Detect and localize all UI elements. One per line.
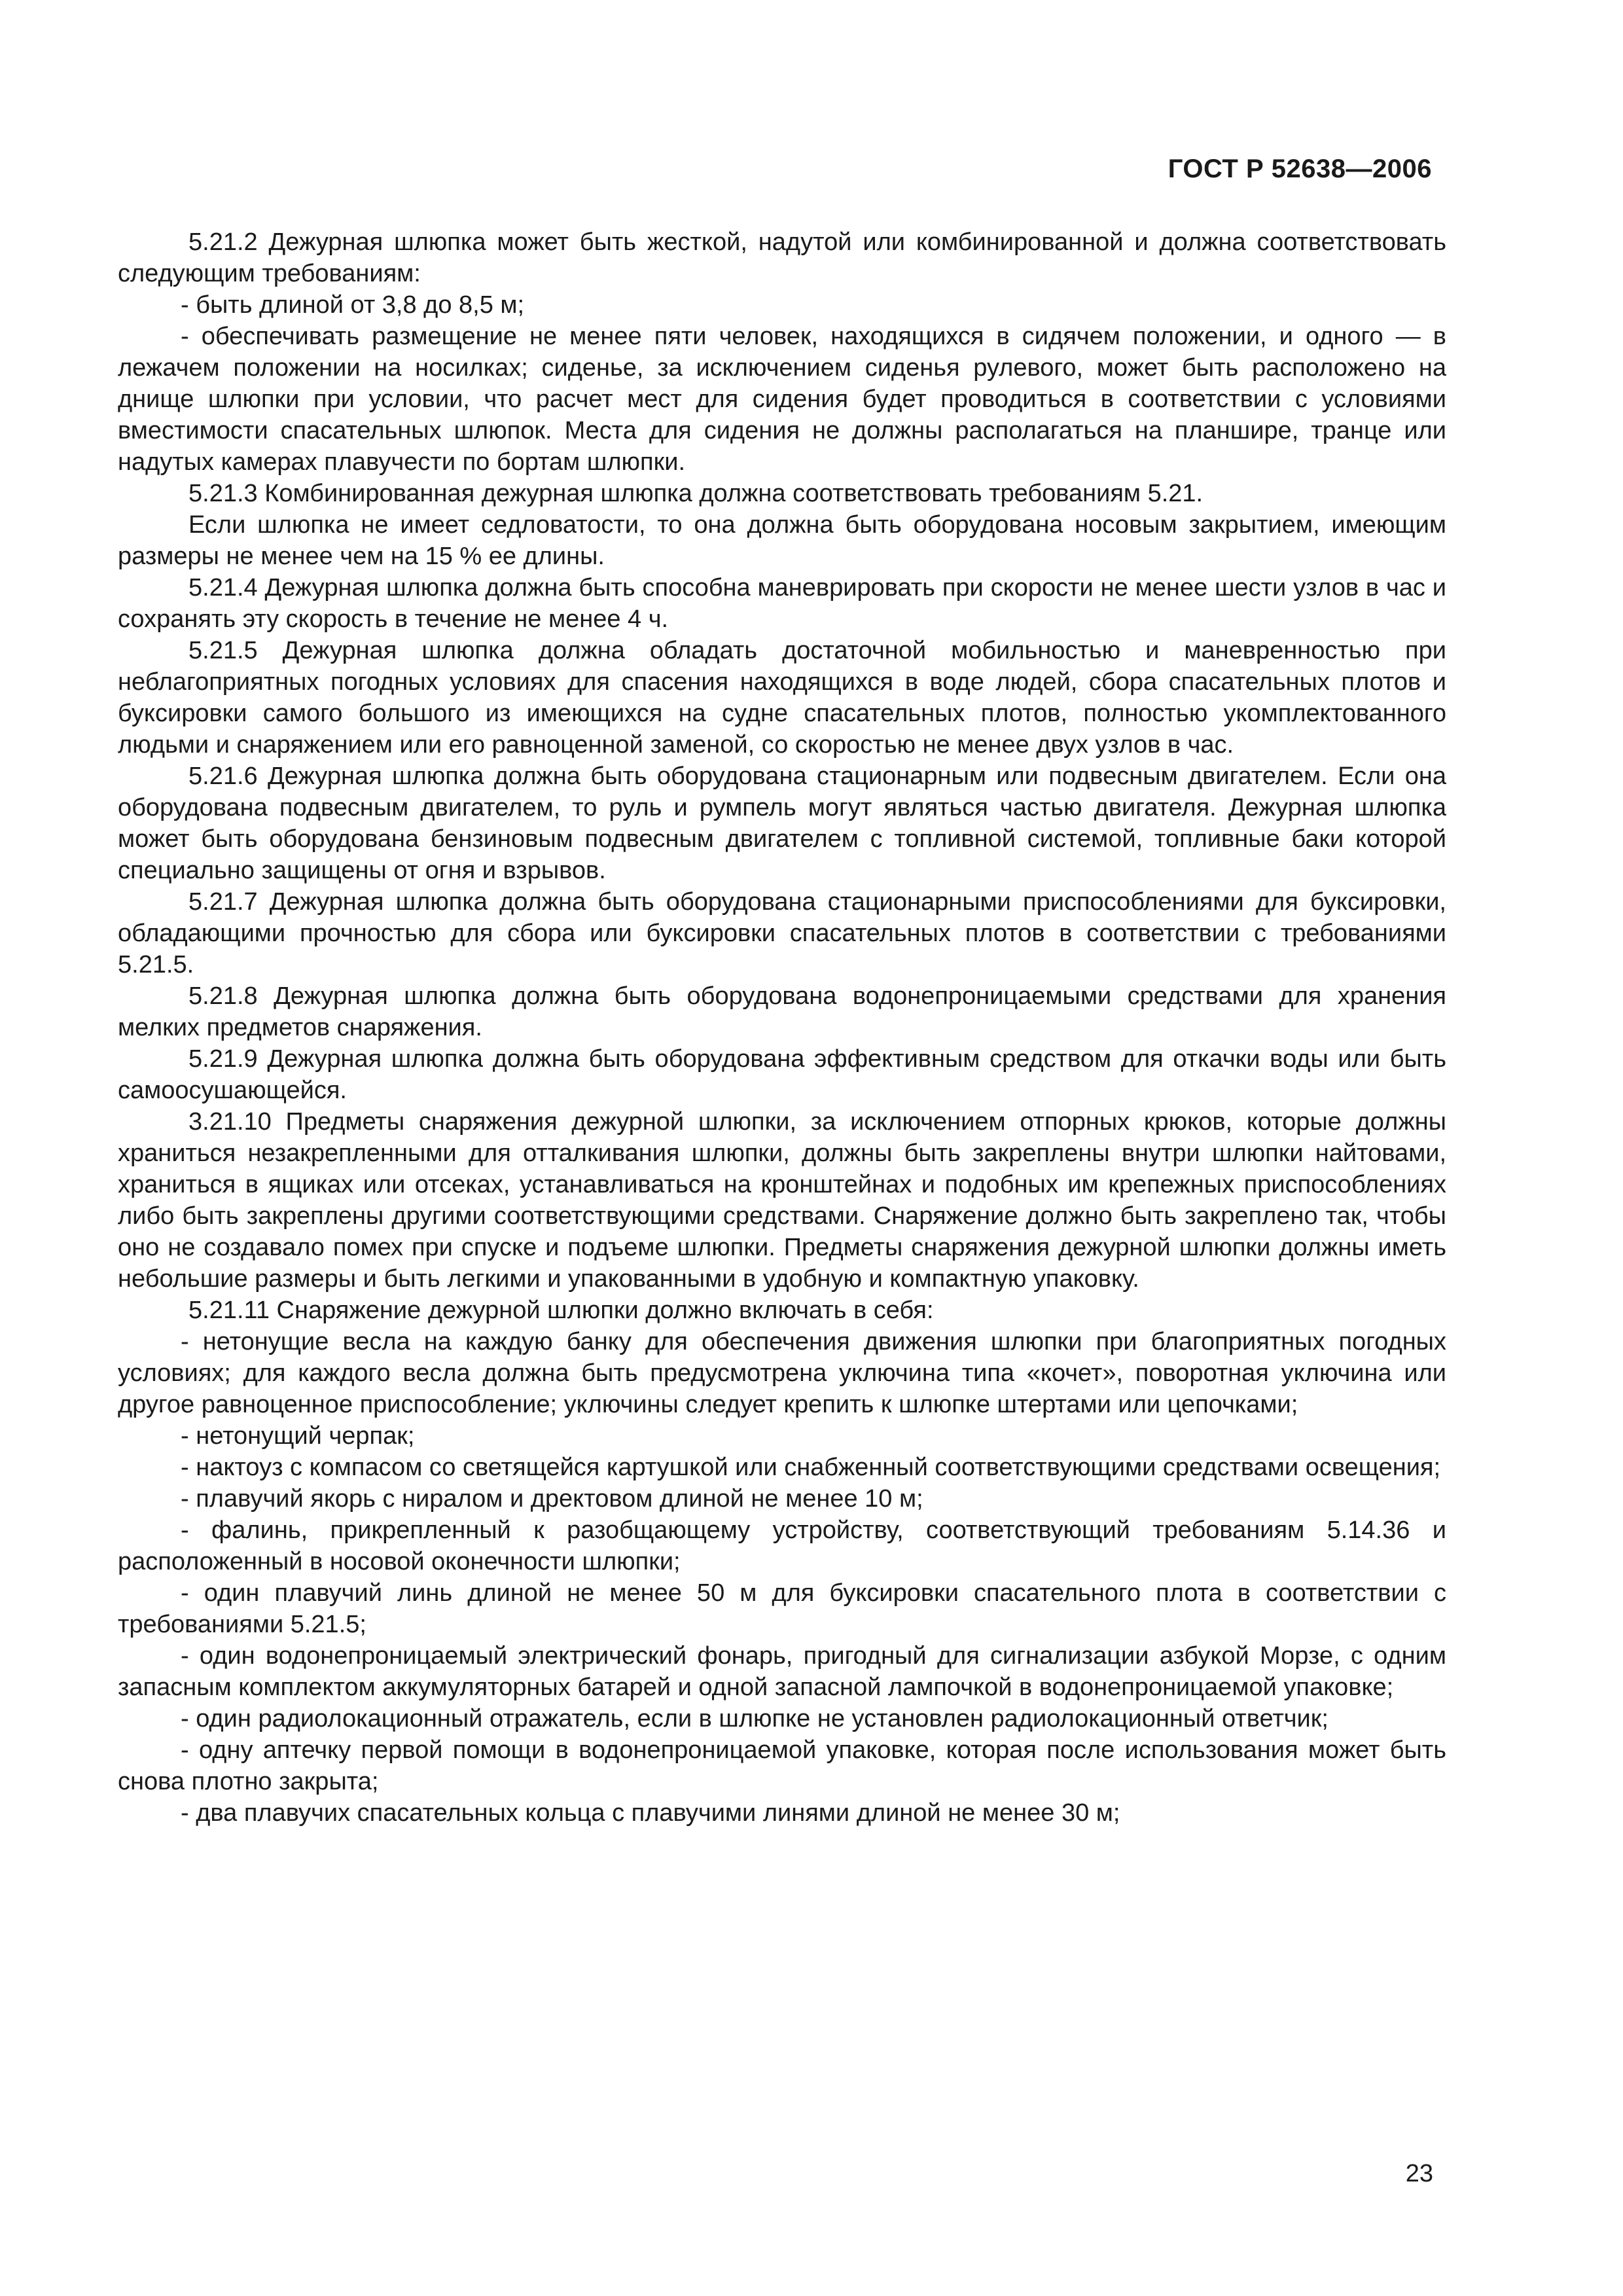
list-item-first-aid-kit: - одну аптечку первой помощи в водонепроницаемой упаковке, которая после использования может быть снова плотно закрыта; bbox=[118, 1736, 1446, 1795]
paragraph-5-21-4: 5.21.4 Дежурная шлюпка должна быть способна маневрировать при скорости не менее шести узлов в час и сохранять эту скорость в течение не менее 4 ч. bbox=[118, 574, 1446, 633]
standard-designation: ГОСТ Р 52638—2006 bbox=[1168, 154, 1432, 183]
paragraph-5-21-3: 5.21.3 Комбинированная дежурная шлюпка должна соответствовать требованиям 5.21. bbox=[188, 480, 1204, 507]
paragraph-5-21-6: 5.21.6 Дежурная шлюпка должна быть оборудована стационарным или подвесным двигателем. Если она оборудована подвесным двигателем, то руль и румпель могут являться частью двигателя. Дежурная шлюпка может быть оборудована бензиновым подвесным двигателем с топливной системой, топливные баки которой специально защищены от огня и взрывов. bbox=[118, 762, 1446, 884]
paragraph-5-21-2: 5.21.2 Дежурная шлюпка может быть жесткой, надутой или комбинированной и должна соответствовать следующим требованиям: bbox=[118, 228, 1446, 287]
page-number: 23 bbox=[1405, 2160, 1433, 2187]
list-item-compass: - нактоуз с компасом со светящейся картушкой или снабженный соответствующими средствами освещения; bbox=[181, 1454, 1441, 1481]
paragraph-5-21-5: 5.21.5 Дежурная шлюпка должна обладать достаточной мобильностью и маневренностью при неблагоприятных погодных условиях для спасения находящихся в воде людей, сбора спасательных плотов и буксировки самого большого из имеющихся на судне спасательных плотов, полностью укомплектованного людьми и снаряжением или его равноценной заменой, со скоростью не менее двух узлов в час. bbox=[118, 637, 1446, 759]
paragraph-5-21-7: 5.21.7 Дежурная шлюпка должна быть оборудована стационарными приспособлениями для буксировки, обладающими прочностью для сбора или буксировки спасательных плотов в соответствии с требованиями 5.21.5. bbox=[118, 888, 1446, 978]
list-item-bailer: - нетонущий черпак; bbox=[181, 1422, 415, 1450]
list-item-flashlight: - один водонепроницаемый электрический фонарь, пригодный для сигнализации азбукой Морзе, с одним запасным комплектом аккумуляторных батарей и одной запасной лампочкой в водонепроницаемой упаковке; bbox=[118, 1642, 1446, 1701]
paragraph-sheer: Если шлюпка не имеет седловатости, то она должна быть оборудована носовым закрытием, имеющим размеры не менее чем на 15 % ее длины. bbox=[118, 511, 1446, 570]
list-item-length: - быть длиной от 3,8 до 8,5 м; bbox=[181, 291, 525, 319]
list-item-buoyant-line: - один плавучий линь длиной не менее 50 м для буксировки спасательного плота в соответствии с требованиями 5.21.5; bbox=[118, 1579, 1446, 1638]
paragraph-5-21-9: 5.21.9 Дежурная шлюпка должна быть оборудована эффективным средством для откачки воды или быть самоосушающейся. bbox=[118, 1045, 1446, 1104]
list-item-lifebuoys: - два плавучих спасательных кольца с плавучими линями длиной не менее 30 м; bbox=[181, 1799, 1120, 1827]
list-item-capacity: - обеспечивать размещение не менее пяти человек, находящихся в сидячем положении, и одного — в лежачем положении на носилках; сиденье, за исключением сиденья рулевого, может быть расположено на днище шлюпки при условии, что расчет мест для сидения будет проводиться в соответствии с условиями вместимости спасательных шлюпок. Места для сидения не должны располагаться на планшире, транце или надутых камерах плавучести по бортам шлюпки. bbox=[118, 323, 1446, 476]
paragraph-3-21-10: 3.21.10 Предметы снаряжения дежурной шлюпки, за исключением отпорных крюков, которые должны храниться незакрепленными для отталкивания шлюпки, должны быть закреплены внутри шлюпки найтовами, храниться в ящиках или отсеках, устанавливаться на кронштейнах и подобных им крепежных приспособлениях либо быть закреплены другими соответствующими средствами. Снаряжение должно быть закреплено так, чтобы оно не создавало помех при спуске и подъеме шлюпки. Предметы снаряжения дежурной шлюпки должны иметь небольшие размеры и быть легкими и упакованными в удобную и компактную упаковку. bbox=[118, 1108, 1446, 1293]
list-item-oars: - нетонущие весла на каждую банку для обеспечения движения шлюпки при благоприятных погодных условиях; для каждого весла должна быть предусмотрена уключина типа «кочет», поворотная уключина или другое равноценное приспособление; уключины следует крепить к шлюпке штертами или цепочками; bbox=[118, 1328, 1446, 1418]
document-body bbox=[118, 226, 1446, 1829]
list-item-painter: - фалинь, прикрепленный к разобщающему устройству, соответствующий требованиям 5.14.36 и расположенный в носовой оконечности шлюпки; bbox=[118, 1516, 1446, 1575]
paragraph-5-21-11: 5.21.11 Снаряжение дежурной шлюпки должно включать в себя: bbox=[188, 1297, 934, 1324]
paragraph-5-21-8: 5.21.8 Дежурная шлюпка должна быть оборудована водонепроницаемыми средствами для хранения мелких предметов снаряжения. bbox=[118, 982, 1446, 1041]
list-item-radar-reflector: - один радиолокационный отражатель, если в шлюпке не установлен радиолокационный ответчик; bbox=[181, 1705, 1329, 1732]
list-item-sea-anchor: - плавучий якорь с ниралом и дректовом длиной не менее 10 м; bbox=[181, 1485, 923, 1513]
